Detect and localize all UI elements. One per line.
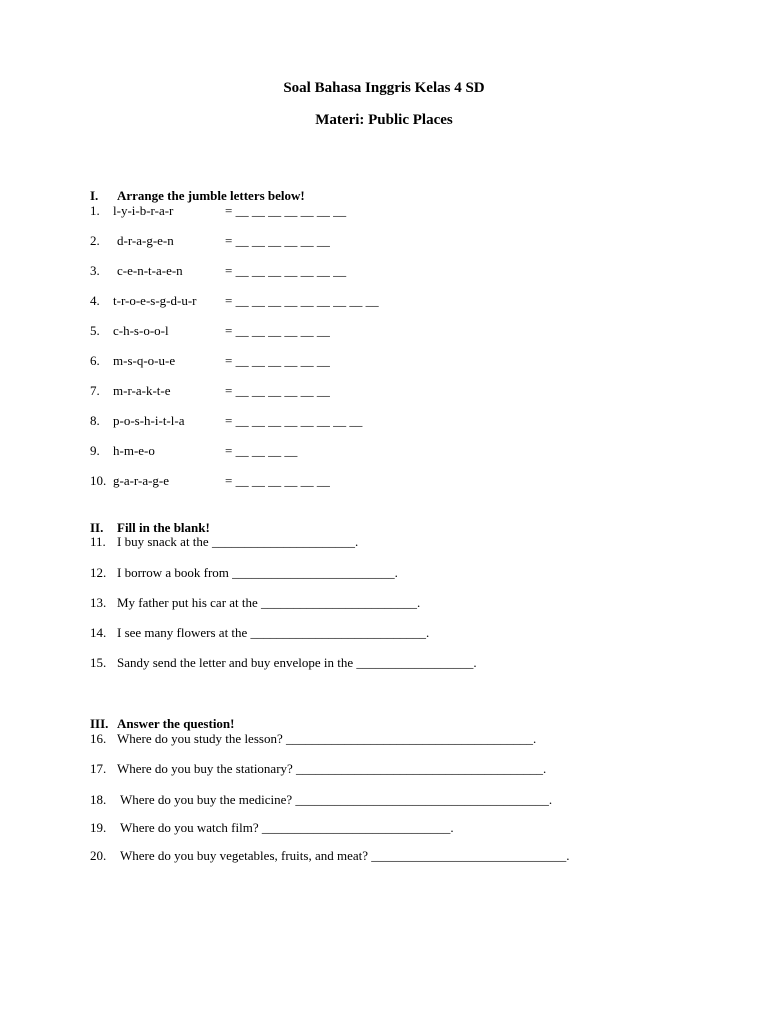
worksheet-page: Soal Bahasa Inggris Kelas 4 SD Materi: Public Places I. Arrange the jumble letters below! 1. l-y-i-b-r-a-r = __ __ __ __ __ __ __ 2. d-r-a-g-e-n = __ __ __ __ __ __ 3. c-e-n-t-a-e-n = __ __ __ __ __ __ __ 4. t-r-o-e-s-g-d-u-r = __ __ __ __ __ __ __ __ __ 5. c-h-s-o-o-l = __ __ __ __ __ __ 6. m-s-q-o-u-e = __ __ __ __ __ __ 7. m-r-a-k-t-e = __ __ __ __ __ __ 8. p-o-s-h-i-t-l-a = __ __ __ __ __ __ __ __ 9. h-m-e-o = __ __ __ __ 10. g-a-r-a-g-e = __ __ __ __ __ __ II. Fill in the blank! 11. I buy snack at the ______________________. 12. I borrow a book from _________________________. 13. My father put his car at the ________________________. 14. I see many flowers at the ___________________________. 15. Sandy send the letter and buy envelope in the __________________. III. Answer the question! 16. Where do you study the lesson? ______________________________________. 17. Where do you buy the stationary? ______________________________________. 18. Where do you buy the medicine? _______________________________________. 19. Where do you watch film? _____________________________. 20. Where do you buy vegetables, fruits, and meat? ______________________________. xyxy=(0,0,768,1024)
section-1-heading: I. Arrange the jumble letters below! xyxy=(90,188,305,203)
page-subtitle: Materi: Public Places xyxy=(315,112,453,128)
section-2-heading: II. Fill in the blank! xyxy=(90,520,210,535)
page-title: Soal Bahasa Inggris Kelas 4 SD xyxy=(283,80,485,96)
section-3-heading: III. Answer the question! xyxy=(90,716,235,731)
